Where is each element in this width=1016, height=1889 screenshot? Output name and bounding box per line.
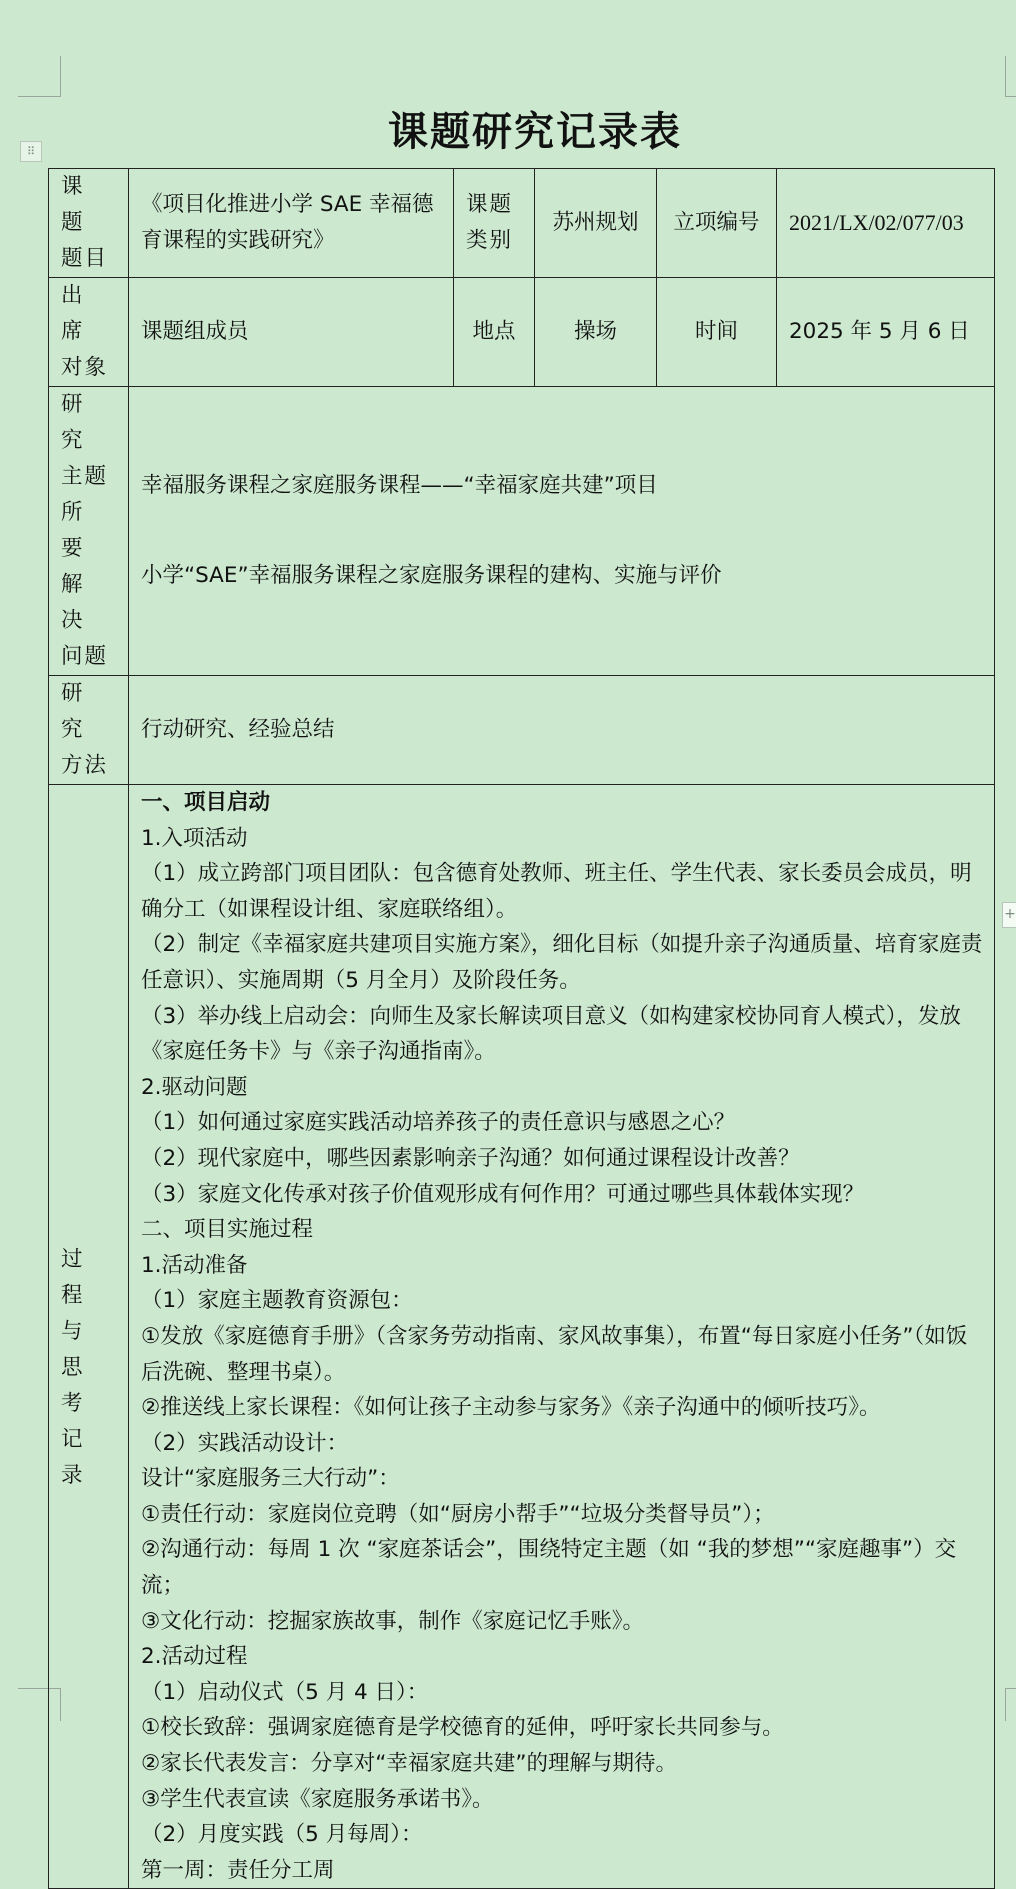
process-paragraph: 2.活动过程	[141, 1644, 248, 1670]
table-row	[49, 169, 995, 278]
spacer	[141, 504, 982, 558]
project-no-label: 立项编号	[657, 169, 777, 278]
process-paragraph: （1）家庭主题教育资源包：	[141, 1288, 413, 1314]
table-row	[49, 676, 995, 785]
place-value[interactable]: 操场	[535, 278, 657, 387]
process-label-char: 记	[61, 1426, 85, 1452]
process-paragraph: （2）现代家庭中，哪些因素影响亲子沟通？如何通过课程设计改善？	[141, 1145, 800, 1171]
process-paragraph: （1）启动仪式（5 月 4 日）：	[141, 1679, 429, 1705]
table-row	[49, 785, 995, 1889]
process-paragraph: 1.入项活动	[141, 825, 248, 851]
category-label-text: 课题 类别	[466, 192, 514, 253]
research-method-label-text: 研 究 方法	[61, 681, 109, 778]
process-label-char: 考	[61, 1390, 85, 1416]
process-label-char: 过	[61, 1246, 85, 1272]
attendees-label-text: 出 席 对象	[61, 283, 109, 380]
research-record-table	[48, 168, 995, 1889]
process-paragraph: （2）月度实践（5 月每周）：	[141, 1822, 423, 1848]
add-column-plus-icon[interactable]: +	[1002, 902, 1016, 928]
place-label: 地点	[454, 278, 535, 387]
research-topic-line1: 幸福服务课程之家庭服务课程——“幸福家庭共建”项目	[141, 473, 658, 498]
process-paragraph: ③学生代表宣读《家庭服务承诺书》。	[141, 1786, 494, 1812]
document-title: 课题研究记录表	[388, 109, 682, 155]
research-topic-label	[49, 387, 129, 676]
page-corner-mark-top-right	[1005, 56, 1016, 97]
process-paragraph: ②沟通行动：每周 1 次 “家庭茶话会”，围绕特定主题（如 “我的梦想”“家庭趣事”）交流；	[141, 1537, 957, 1599]
time-value[interactable]: 2025 年 5 月 6 日	[777, 278, 995, 387]
process-record-label	[49, 785, 129, 1889]
process-paragraph: ①责任行动：家庭岗位竞聘（如“厨房小帮手”“垃圾分类督导员”）；	[141, 1501, 775, 1527]
process-paragraph: 设计“家庭服务三大行动”：	[141, 1466, 400, 1492]
table-row	[49, 387, 995, 676]
research-topic-line2: 小学“SAE”幸福服务课程之家庭服务课程的建构、实施与评价	[141, 563, 722, 588]
process-label-char: 思	[61, 1354, 85, 1380]
process-paragraph: （2）实践活动设计：	[141, 1430, 349, 1456]
research-method-label	[49, 676, 129, 785]
research-method-value[interactable]: 行动研究、经验总结	[129, 676, 995, 785]
process-paragraph: （3）举办线上启动会：向师生及家长解读项目意义（如构建家校协同育人模式），发放《家庭任务卡》与《亲子沟通指南》。	[141, 1003, 961, 1065]
research-topic-value[interactable]	[129, 387, 995, 676]
attendees-label	[49, 278, 129, 387]
process-record-content[interactable]	[129, 785, 995, 1889]
process-paragraph: 一、项目启动	[141, 790, 271, 815]
process-label-char: 程	[61, 1282, 85, 1308]
topic-label-text: 课 题 题目	[61, 174, 109, 271]
process-paragraph: （1）成立跨部门项目团队：包含德育处教师、班主任、学生代表、家长委员会成员，明确分工（如课程设计组、家庭联络组）。	[141, 861, 972, 922]
topic-label	[49, 169, 129, 278]
process-paragraph: ③文化行动：挖掘家族故事，制作《家庭记忆手账》。	[141, 1608, 645, 1634]
process-paragraph: （2）制定《幸福家庭共建项目实施方案》，细化目标（如提升亲子沟通质量、培育家庭责任意识）、实施周期（5 月全月）及阶段任务。	[141, 932, 983, 993]
research-topic-label-text: 研 究 主题 所 要 解 决 问题	[61, 392, 109, 669]
category-value[interactable]: 苏州规划	[535, 169, 657, 278]
table-move-handle-icon[interactable]: ⠿	[20, 141, 42, 162]
project-no-text: 2021/LX/02/077/03	[789, 210, 964, 235]
time-label: 时间	[657, 278, 777, 387]
process-paragraph: 第一周：责任分工周	[141, 1857, 335, 1883]
process-paragraph: ①校长致辞：强调家庭德育是学校德育的延伸，呼吁家长共同参与。	[141, 1715, 784, 1741]
process-paragraph: ①发放《家庭德育手册》（含家务劳动指南、家风故事集），布置“每日家庭小任务”（如饭后洗碗、整理书桌）。	[141, 1323, 968, 1385]
page-corner-mark-top-left	[18, 56, 61, 97]
process-label-char: 录	[61, 1462, 85, 1488]
process-label-char: 与	[61, 1318, 85, 1344]
process-paragraph: ②推送线上家长课程：《如何让孩子主动参与家务》《亲子沟通中的倾听技巧》。	[141, 1395, 881, 1421]
category-label	[454, 169, 535, 278]
process-paragraph: （1）如何通过家庭实践活动培养孩子的责任意识与感恩之心？	[141, 1110, 736, 1136]
table-row	[49, 278, 995, 387]
page-corner-mark-bottom-right	[1005, 1688, 1016, 1721]
attendees-value[interactable]: 课题组成员	[129, 278, 454, 387]
process-paragraph: 1.活动准备	[141, 1252, 248, 1278]
process-paragraph: ②家长代表发言：分享对“幸福家庭共建”的理解与期待。	[141, 1751, 678, 1777]
topic-value[interactable]: 《项目化推进小学 SAE 幸福德育课程的实践研究》	[129, 169, 454, 278]
process-record-label-chars	[61, 1180, 116, 1494]
process-paragraph: （3）家庭文化传承对孩子价值观形成有何作用？可通过哪些具体载体实现？	[141, 1181, 865, 1207]
process-paragraph: 二、项目实施过程	[141, 1217, 314, 1243]
project-no-value[interactable]	[777, 169, 995, 278]
process-paragraph: 2.驱动问题	[141, 1074, 248, 1100]
